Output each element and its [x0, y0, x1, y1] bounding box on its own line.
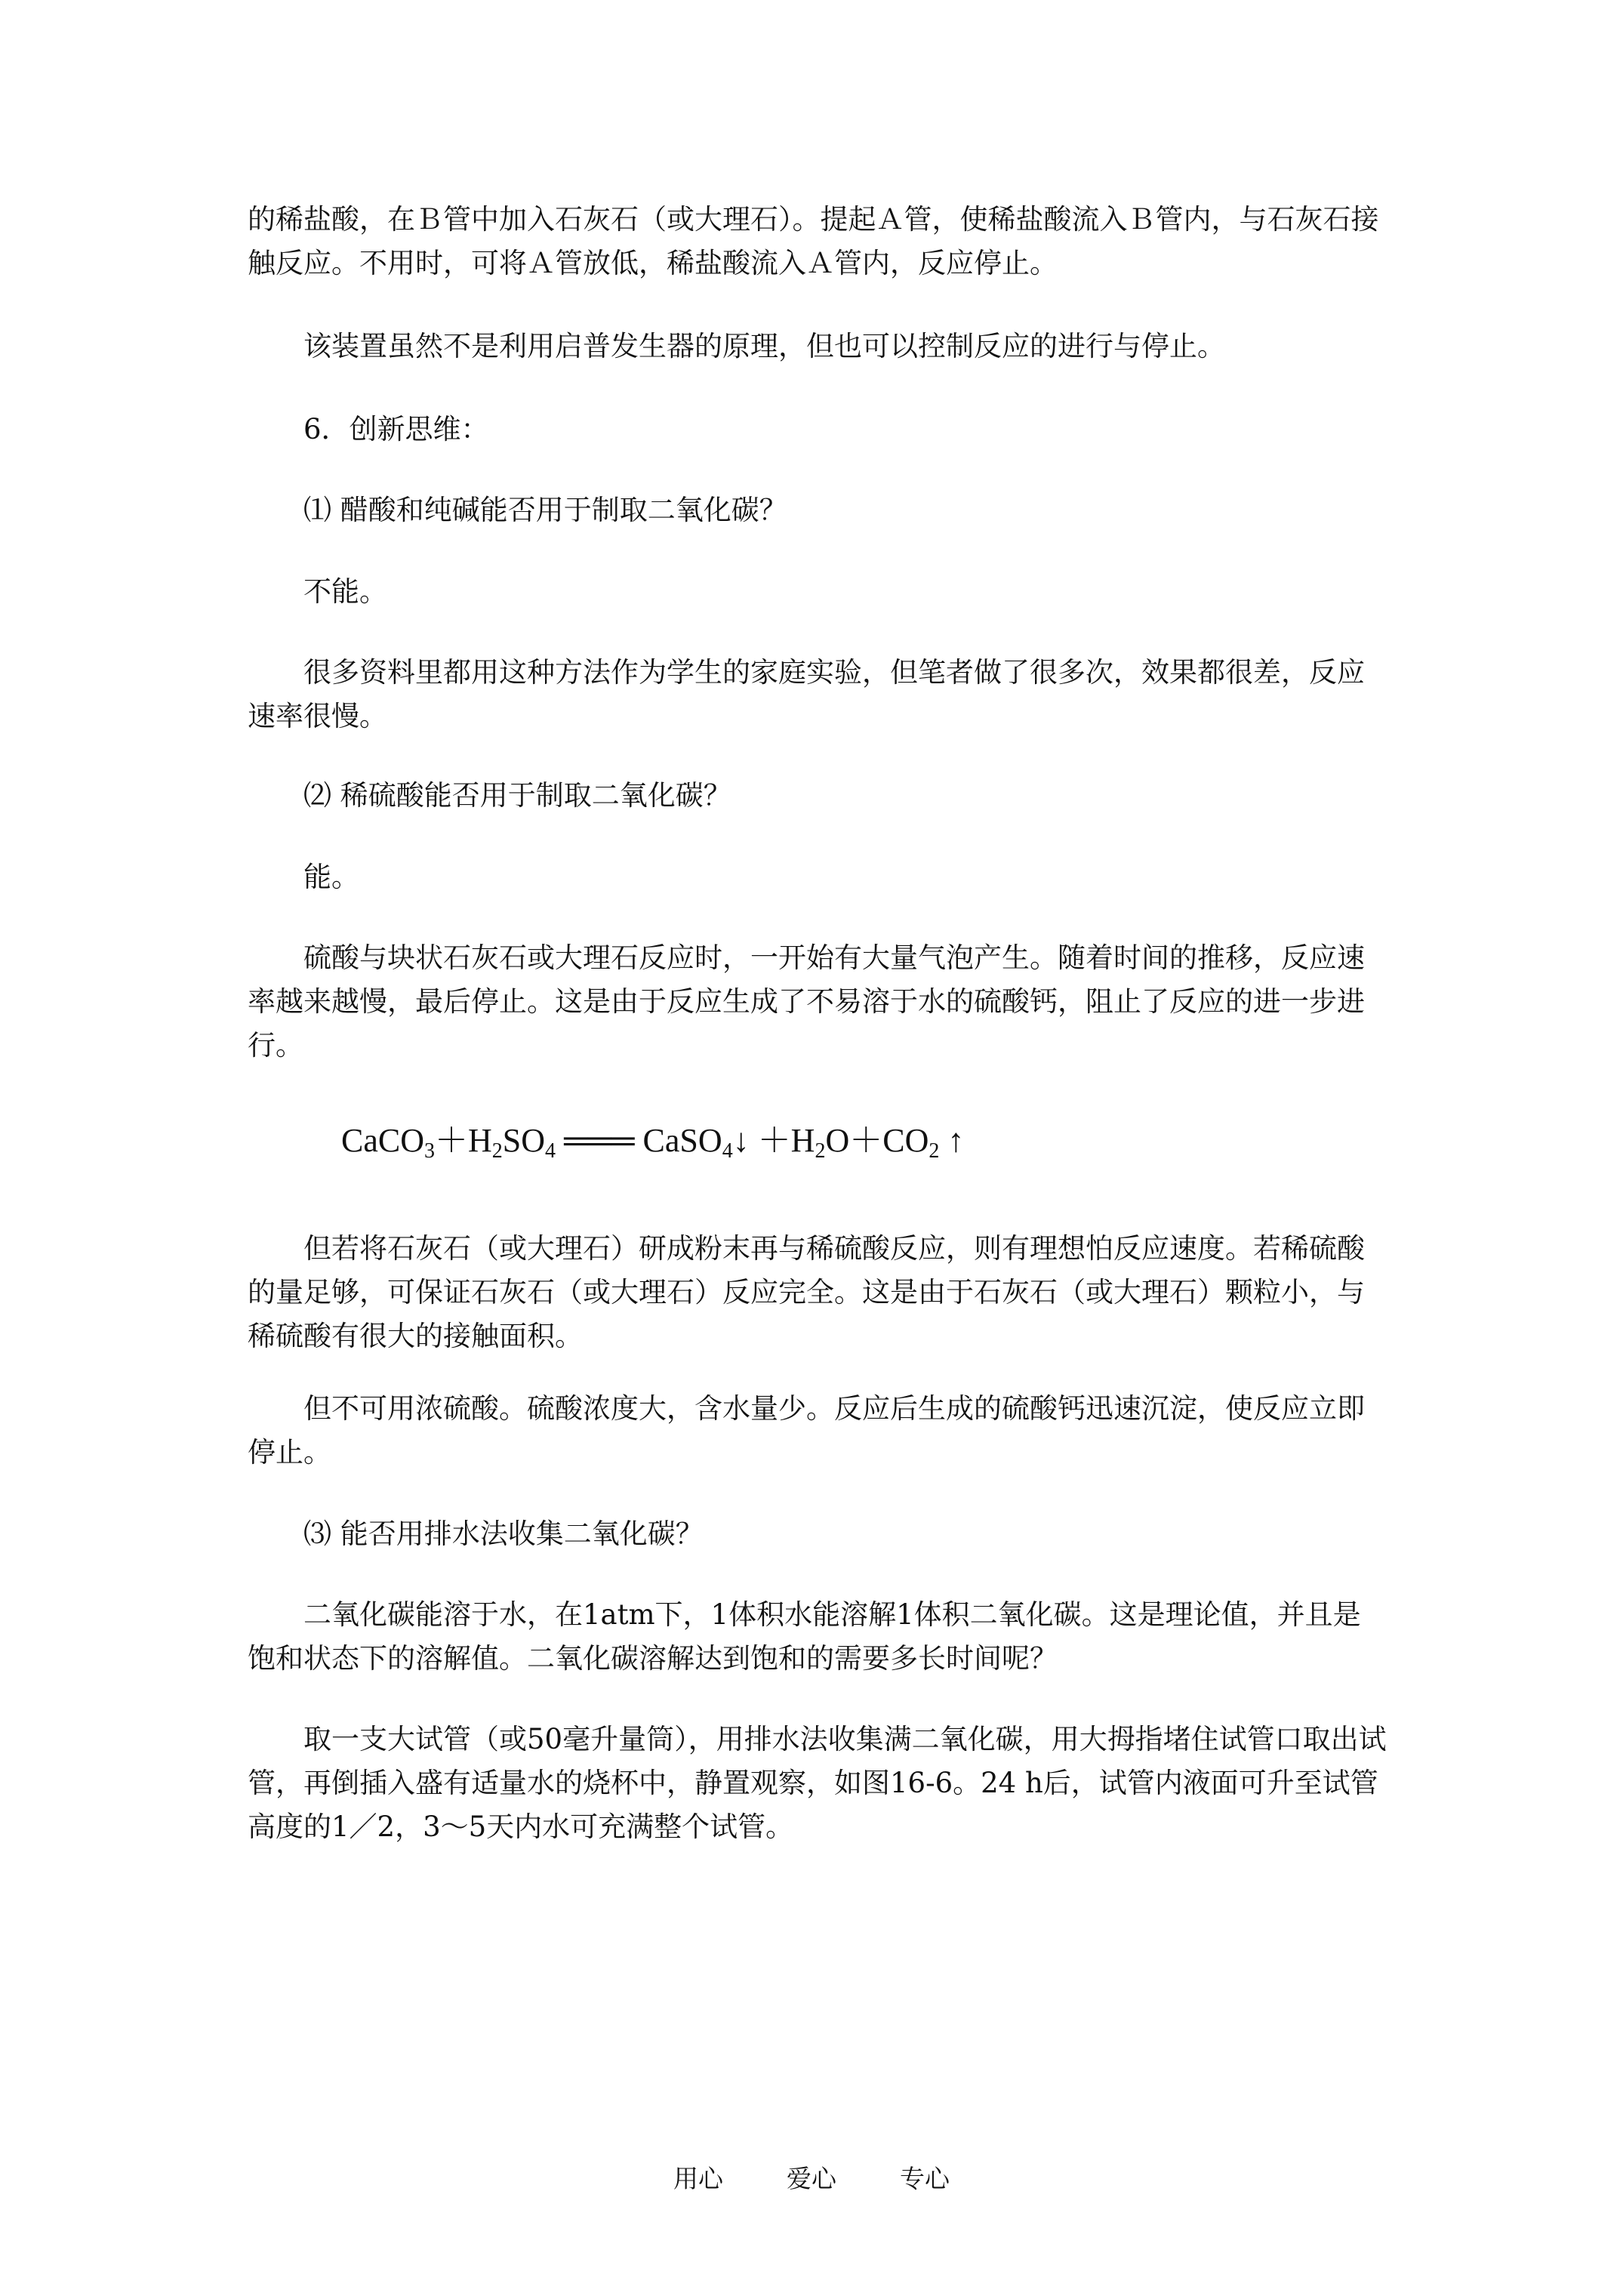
- explanation-2: 硫酸与块状石灰石或大理石反应时，一开始有大量气泡产生。随着时间的推移，反应速率越来越慢，最后停止。这是由于反应生成了不易溶于水的硫酸钙，阻止了反应的进一步进行。: [248, 942, 1365, 1062]
- eq-part: ═══ CaSO: [556, 1122, 722, 1159]
- chemical-equation: [341, 1113, 964, 1163]
- eq-sub: 4: [722, 1139, 733, 1163]
- gas-arrow: ↑: [939, 1122, 965, 1159]
- precipitate-arrow: ↓: [732, 1122, 750, 1159]
- section-heading-innovative-thinking: 6．创新思维：: [303, 413, 489, 445]
- question-3: ⑶ 能否用排水法收集二氧化碳？: [303, 1518, 704, 1550]
- eq-sub: 4: [545, 1139, 556, 1163]
- explanation-concentrated: 但不可用浓硫酸。硫酸浓度大，含水量少。反应后生成的硫酸钙迅速沉淀，使反应立即停止。: [248, 1392, 1365, 1469]
- question-1: ⑴ 醋酸和纯碱能否用于制取二氧化碳？: [303, 494, 787, 526]
- eq-part: O＋CO: [825, 1122, 929, 1159]
- answer-2: 能。: [303, 861, 359, 893]
- eq-part: ＋H: [749, 1122, 815, 1159]
- eq-sub: 3: [424, 1139, 435, 1163]
- eq-part: ＋H: [435, 1122, 492, 1159]
- answer-1: 不能。: [303, 575, 387, 608]
- eq-part: SO: [502, 1122, 546, 1159]
- footer-item: 专心: [900, 2164, 950, 2193]
- page-footer: [0, 2159, 1623, 2195]
- eq-sub: 2: [929, 1139, 940, 1163]
- footer-item: 用心: [673, 2164, 723, 2193]
- footer-item: 爱心: [787, 2164, 836, 2193]
- paragraph-apparatus-note: 该装置虽然不是利用启普发生器的原理，但也可以控制反应的进行与停止。: [303, 330, 1225, 362]
- paragraph-apparatus-usage: 的稀盐酸，在Ｂ管中加入石灰石（或大理石）。提起Ａ管，使稀盐酸流入Ｂ管内，与石灰石接触反应。不用时，可将Ａ管放低，稀盐酸流入Ａ管内，反应停止。: [248, 203, 1379, 279]
- question-2: ⑵ 稀硫酸能否用于制取二氧化碳？: [303, 779, 731, 812]
- explanation-1: 很多资料里都用这种方法作为学生的家庭实验，但笔者做了很多次，效果都很差，反应速率很慢。: [248, 656, 1365, 732]
- experiment-description: 取一支大试管（或50毫升量筒），用排水法收集满二氧化碳，用大拇指堵住试管口取出试管，再倒插入盛有适量水的烧杯中，静置观察，如图16-6。24 h后，试管内液面可升至试管高度的1／2，3～5天内水可充满整个试管。: [248, 1723, 1387, 1843]
- eq-sub: 2: [815, 1139, 826, 1163]
- eq-sub: 2: [491, 1139, 503, 1163]
- eq-part: CaCO: [341, 1122, 424, 1159]
- explanation-3: 二氧化碳能溶于水，在1atm下，1体积水能溶解1体积二氧化碳。这是理论值，并且是饱和状态下的溶解值。二氧化碳溶解达到饱和的需要多长时间呢？: [248, 1598, 1361, 1675]
- explanation-powder: 但若将石灰石（或大理石）研成粉末再与稀硫酸反应，则有理想怕反应速度。若稀硫酸的量足够，可保证石灰石（或大理石）反应完全。这是由于石灰石（或大理石）颗粒小，与稀硫酸有很大的接触面积。: [248, 1232, 1365, 1352]
